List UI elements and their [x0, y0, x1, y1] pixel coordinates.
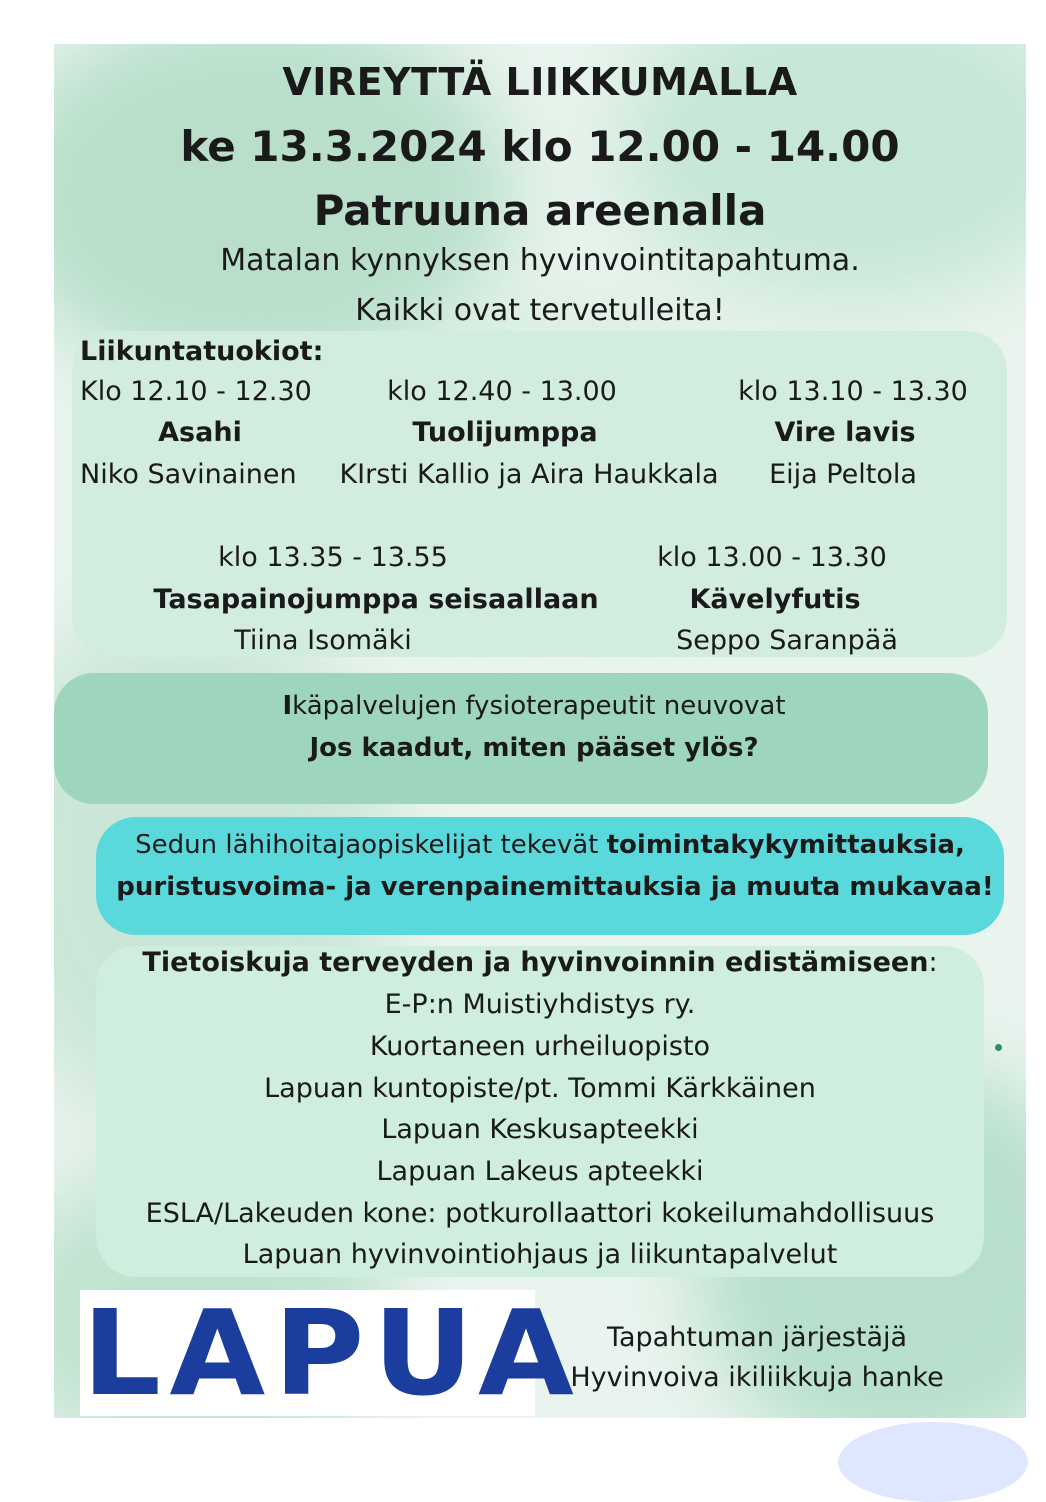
- info-item: Lapuan kuntopiste/pt. Tommi Kärkkäinen: [264, 1073, 816, 1104]
- physio-text: [282, 691, 785, 721]
- activity-name: Tuolijumppa: [412, 417, 598, 448]
- decorative-bubble: [838, 1422, 1028, 1502]
- activity-time: klo 13.10 - 13.30: [738, 376, 968, 407]
- event-title: VIREYTTÄ LIIKKUMALLA: [282, 60, 798, 104]
- event-venue: Patruuna areenalla: [313, 186, 767, 235]
- activity-leader: KIrsti Kallio ja Aira Haukkala: [339, 459, 719, 490]
- activity-name: Asahi: [158, 417, 242, 448]
- activity-leader: Eija Peltola: [769, 459, 917, 490]
- physio-question: Jos kaadut, miten pääset ylös?: [309, 733, 759, 763]
- activity-leader: Tiina Isomäki: [234, 625, 412, 656]
- info-item: Lapuan Lakeus apteekki: [376, 1156, 704, 1187]
- physio-initial: I: [282, 691, 293, 721]
- event-datetime: ke 13.3.2024 klo 12.00 - 14.00: [180, 122, 900, 171]
- lapua-logo: LAPUA: [82, 1284, 583, 1422]
- organizer-name: Hyvinvoiva ikiliikkuja hanke: [570, 1362, 944, 1393]
- info-heading-colon: :: [928, 947, 938, 978]
- activity-name: Vire lavis: [774, 417, 916, 448]
- activity-time: Klo 12.10 - 12.30: [80, 376, 312, 407]
- info-item: Lapuan Keskusapteekki: [381, 1114, 699, 1145]
- activity-time: klo 13.35 - 13.55: [218, 542, 448, 573]
- activities-heading: Liikuntatuokiot:: [80, 336, 324, 367]
- organizer-label: Tapahtuman järjestäjä: [606, 1322, 908, 1353]
- physio-text-rest: käpalvelujen fysioterapeutit neuvovat: [292, 691, 786, 721]
- event-welcome: Kaikki ovat tervetulleita!: [355, 293, 725, 328]
- activity-name: Tasapainojumppa seisaallaan: [153, 584, 599, 615]
- decorative-dot: [995, 1044, 1002, 1051]
- info-item: Lapuan hyvinvointiohjaus ja liikuntapalvelut: [242, 1239, 838, 1270]
- info-item: ESLA/Lakeuden kone: potkurollaattori kokeilumahdollisuus: [145, 1198, 935, 1229]
- activity-leader: Niko Savinainen: [80, 459, 297, 490]
- sedu-text-bold: toimintakykymittauksia,: [606, 830, 965, 860]
- activity-leader: Seppo Saranpää: [676, 625, 898, 656]
- info-heading: [142, 947, 937, 978]
- info-item: Kuortaneen urheiluopisto: [369, 1031, 711, 1062]
- sedu-text-bold-line: puristusvoima- ja verenpainemittauksia ja muuta mukavaa!: [116, 872, 994, 902]
- event-subtitle: Matalan kynnyksen hyvinvointitapahtuma.: [220, 243, 860, 278]
- activity-name: Kävelyfutis: [689, 584, 861, 615]
- info-item: E-P:n Muistiyhdistys ry.: [384, 989, 696, 1020]
- activity-time: klo 12.40 - 13.00: [387, 376, 617, 407]
- sedu-text-plain: Sedun lähihoitajaopiskelijat tekevät: [135, 830, 607, 860]
- activity-time: klo 13.00 - 13.30: [657, 542, 887, 573]
- sedu-text: [135, 830, 965, 860]
- info-heading-text: Tietoiskuja terveyden ja hyvinvoinnin edistämiseen: [142, 947, 929, 978]
